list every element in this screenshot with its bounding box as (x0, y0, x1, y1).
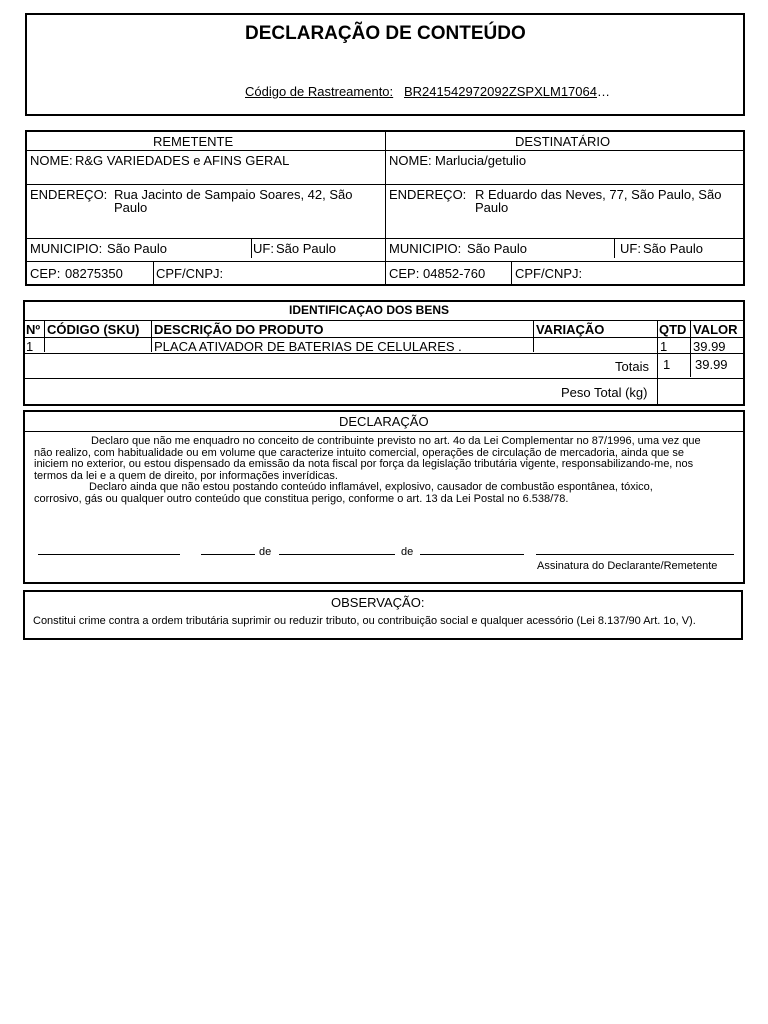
goods-section (23, 300, 745, 406)
de-label-2: de (401, 546, 414, 558)
year-line[interactable] (420, 554, 524, 555)
observation-section (23, 590, 743, 640)
sender-name: R&G VARIEDADES e AFINS GERAL (75, 153, 290, 168)
totals-value: 39.99 (695, 357, 728, 372)
sender-uf-label: UF: (253, 241, 274, 256)
recipient-uf: São Paulo (643, 241, 703, 256)
sender-city-label: MUNICIPIO: (30, 241, 103, 256)
row-divider (25, 378, 743, 379)
col-divider (151, 320, 152, 352)
row-divider (25, 337, 743, 338)
cell-divider (153, 261, 154, 284)
weight-label: Peso Total (kg) (561, 385, 648, 400)
header-section (25, 13, 745, 116)
recipient-address-line1: R Eduardo das Neves, 77, São Paulo, São (475, 187, 722, 202)
sender-cep-label: CEP: (30, 266, 61, 281)
row-description: PLACA ATIVADOR DE BATERIAS DE CELULARES . (154, 339, 462, 354)
declaration-heading: DECLARAÇÃO (339, 414, 429, 429)
declaration-line: Declaro ainda que não estou postando conteúdo inflamável, explosivo, causador de combustão espontânea, tóxico, (89, 481, 653, 493)
de-label-1: de (259, 546, 272, 558)
cell-divider (511, 261, 512, 284)
tracking-code[interactable]: BR241542972092ZSPXLM17064 (404, 84, 597, 99)
col-header-variation: VARIAÇÃO (536, 322, 605, 337)
row-divider (25, 431, 743, 432)
row-divider (27, 238, 743, 239)
declaration-paragraph-1 (34, 436, 739, 505)
col-divider (44, 320, 45, 352)
recipient-city: São Paulo (467, 241, 527, 256)
col-header-sku: CÓDIGO (SKU) (47, 322, 140, 337)
row-value: 39.99 (693, 339, 726, 354)
declaration-section (23, 410, 745, 584)
signature-line[interactable] (536, 554, 734, 555)
month-line[interactable] (279, 554, 395, 555)
col-divider (533, 320, 534, 352)
recipient-address-line2: Paulo (475, 200, 509, 215)
parties-section (25, 130, 745, 286)
recipient-heading: DESTINATÁRIO (515, 134, 611, 149)
sender-address-line1: Rua Jacinto de Sampaio Soares, 42, São (114, 187, 353, 202)
cell-divider (614, 238, 615, 258)
totals-qty: 1 (663, 357, 671, 372)
goods-heading: IDENTIFICAÇAO DOS BENS (289, 303, 450, 317)
row-qty: 1 (660, 339, 668, 354)
tracking-code-wrapper (404, 84, 610, 99)
col-divider (690, 320, 691, 377)
row-divider (25, 320, 743, 321)
recipient-city-label: MUNICIPIO: (389, 241, 462, 256)
observation-text: Constitui crime contra a ordem tributária suprimir ou reduzir tributo, ou contribuição social e qualquer acessório (Lei 8.137/90 Art. 1o, V). (33, 615, 696, 627)
recipient-cep-label: CEP: (389, 266, 420, 281)
sender-heading: REMETENTE (153, 134, 234, 149)
col-header-value: VALOR (693, 322, 738, 337)
row-number: 1 (26, 339, 34, 354)
observation-heading: OBSERVAÇÃO: (331, 595, 425, 610)
totals-label: Totais (615, 359, 649, 374)
col-header-number: Nº (26, 322, 41, 337)
col-header-qty: QTD (659, 322, 687, 337)
col-divider (657, 320, 658, 404)
declaration-line: corrosivo, gás ou qualquer outro conteúdo que constitua perigo, conforme o art. 13 da Lei Postal no 6.538/78. (34, 492, 569, 505)
declaration-line: termos da lei e a quem de direito, por informações inverídicas. (34, 469, 338, 482)
declaration-line: Declaro que não me enquadro no conceito de contribuinte previsto no art. 4o da Lei Complementar no 87/1996, uma vez que (91, 435, 701, 447)
recipient-name: Marlucia/getulio (435, 153, 527, 168)
day-line[interactable] (201, 554, 255, 555)
recipient-cpf-label: CPF/CNPJ: (515, 266, 583, 281)
cell-divider (251, 238, 252, 258)
tracking-label: Código de Rastreamento: (245, 84, 394, 99)
recipient-address-label: ENDEREÇO: (389, 187, 467, 202)
recipient-uf-label: UF: (620, 241, 641, 256)
recipient-cep: 04852-760 (423, 266, 486, 281)
row-divider (27, 261, 743, 262)
sender-city: São Paulo (107, 241, 167, 256)
signature-label: Assinatura do Declarante/Remetente (537, 560, 718, 572)
row-divider (27, 150, 743, 151)
tracking-ellipsis: … (596, 84, 610, 99)
declaration-line: iniciem no exterior, ou estou dispensado da emissão da nota fiscal por força da legislação tributária vigente, responsabilizando-me, nos (34, 458, 694, 470)
document-title: DECLARAÇÃO DE CONTEÚDO (245, 23, 526, 44)
place-line[interactable] (38, 554, 180, 555)
sender-address-line2: Paulo (114, 200, 148, 215)
sender-uf: São Paulo (276, 241, 336, 256)
declaration-line: não realizo, com habitualidade ou em volume que caracterize intuito comercial, operações de circulação de mercadoria, ainda que se (34, 446, 684, 459)
col-header-description: DESCRIÇÃO DO PRODUTO (154, 322, 324, 337)
sender-address-label: ENDEREÇO: (30, 187, 108, 202)
sender-cpf-label: CPF/CNPJ: (156, 266, 224, 281)
recipient-name-label: NOME: (389, 153, 432, 168)
sender-cep: 08275350 (65, 266, 123, 281)
row-divider (27, 184, 743, 185)
sender-name-label: NOME: (30, 153, 73, 168)
